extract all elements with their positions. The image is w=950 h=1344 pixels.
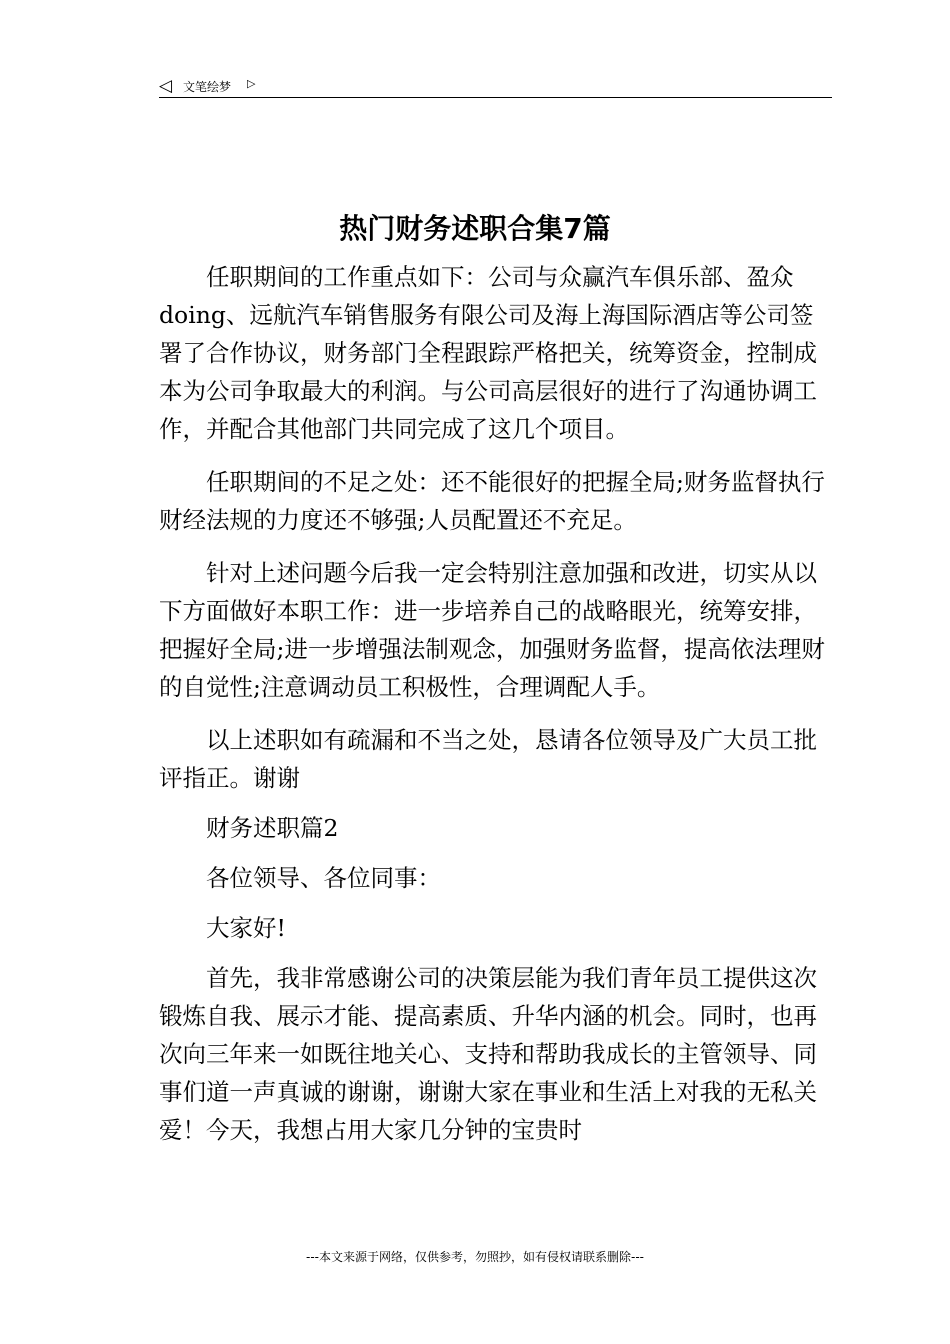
section-heading: 财务述职篇2 <box>206 814 339 842</box>
triangle-left-icon: ◁ <box>159 76 173 96</box>
paragraph: 以上述职如有疏漏和不当之处，恳请各位领导及广大员工批评指正。谢谢 <box>159 726 817 792</box>
document-title: 热门财务述职合集7篇 <box>339 212 611 245</box>
triangle-right-icon: ▷ <box>247 77 256 90</box>
paragraph: 首先，我非常感谢公司的决策层能为我们青年员工提供这次锻炼自我、展示才能、提高素质、升华内涵的机会。同时，也再次向三年来一如既往地关心、支持和帮助我成长的主管领导、同事们道一声真诚的谢谢，谢谢大家在事业和生活上对我的无私关爱！今天，我想占用大家几分钟的宝贵时 <box>159 964 817 1144</box>
header-brand: 文笔绘梦 <box>183 80 232 94</box>
header-rule <box>159 97 832 98</box>
paragraph: 任职期间的不足之处：还不能很好的把握全局;财务监督执行财经法规的力度还不够强;人员配置还不充足。 <box>159 468 825 534</box>
page-footer: ---本文来源于网络，仅供参考，勿照抄，如有侵权请联系删除--- <box>306 1250 644 1264</box>
salutation: 各位领导、各位同事： <box>206 864 441 892</box>
greeting: 大家好! <box>206 914 286 942</box>
paragraph: 针对上述问题今后我一定会特别注意加强和改进，切实从以下方面做好本职工作：进一步培养自己的战略眼光，统筹安排，把握好全局;进一步增强法制观念，加强财务监督，提高依法理财的自觉性;注意调动员工积极性，合理调配人手。 <box>159 559 825 701</box>
paragraph: 任职期间的工作重点如下：公司与众赢汽车俱乐部、盈众doing、远航汽车销售服务有限公司及海上海国际酒店等公司签署了合作协议，财务部门全程跟踪严格把关，统筹资金，控制成本为公司争取最大的利润。与公司高层很好的进行了沟通协调工作，并配合其他部门共同完成了这几个项目。 <box>159 263 817 443</box>
page-header <box>159 74 832 98</box>
document-body <box>159 258 835 1149</box>
